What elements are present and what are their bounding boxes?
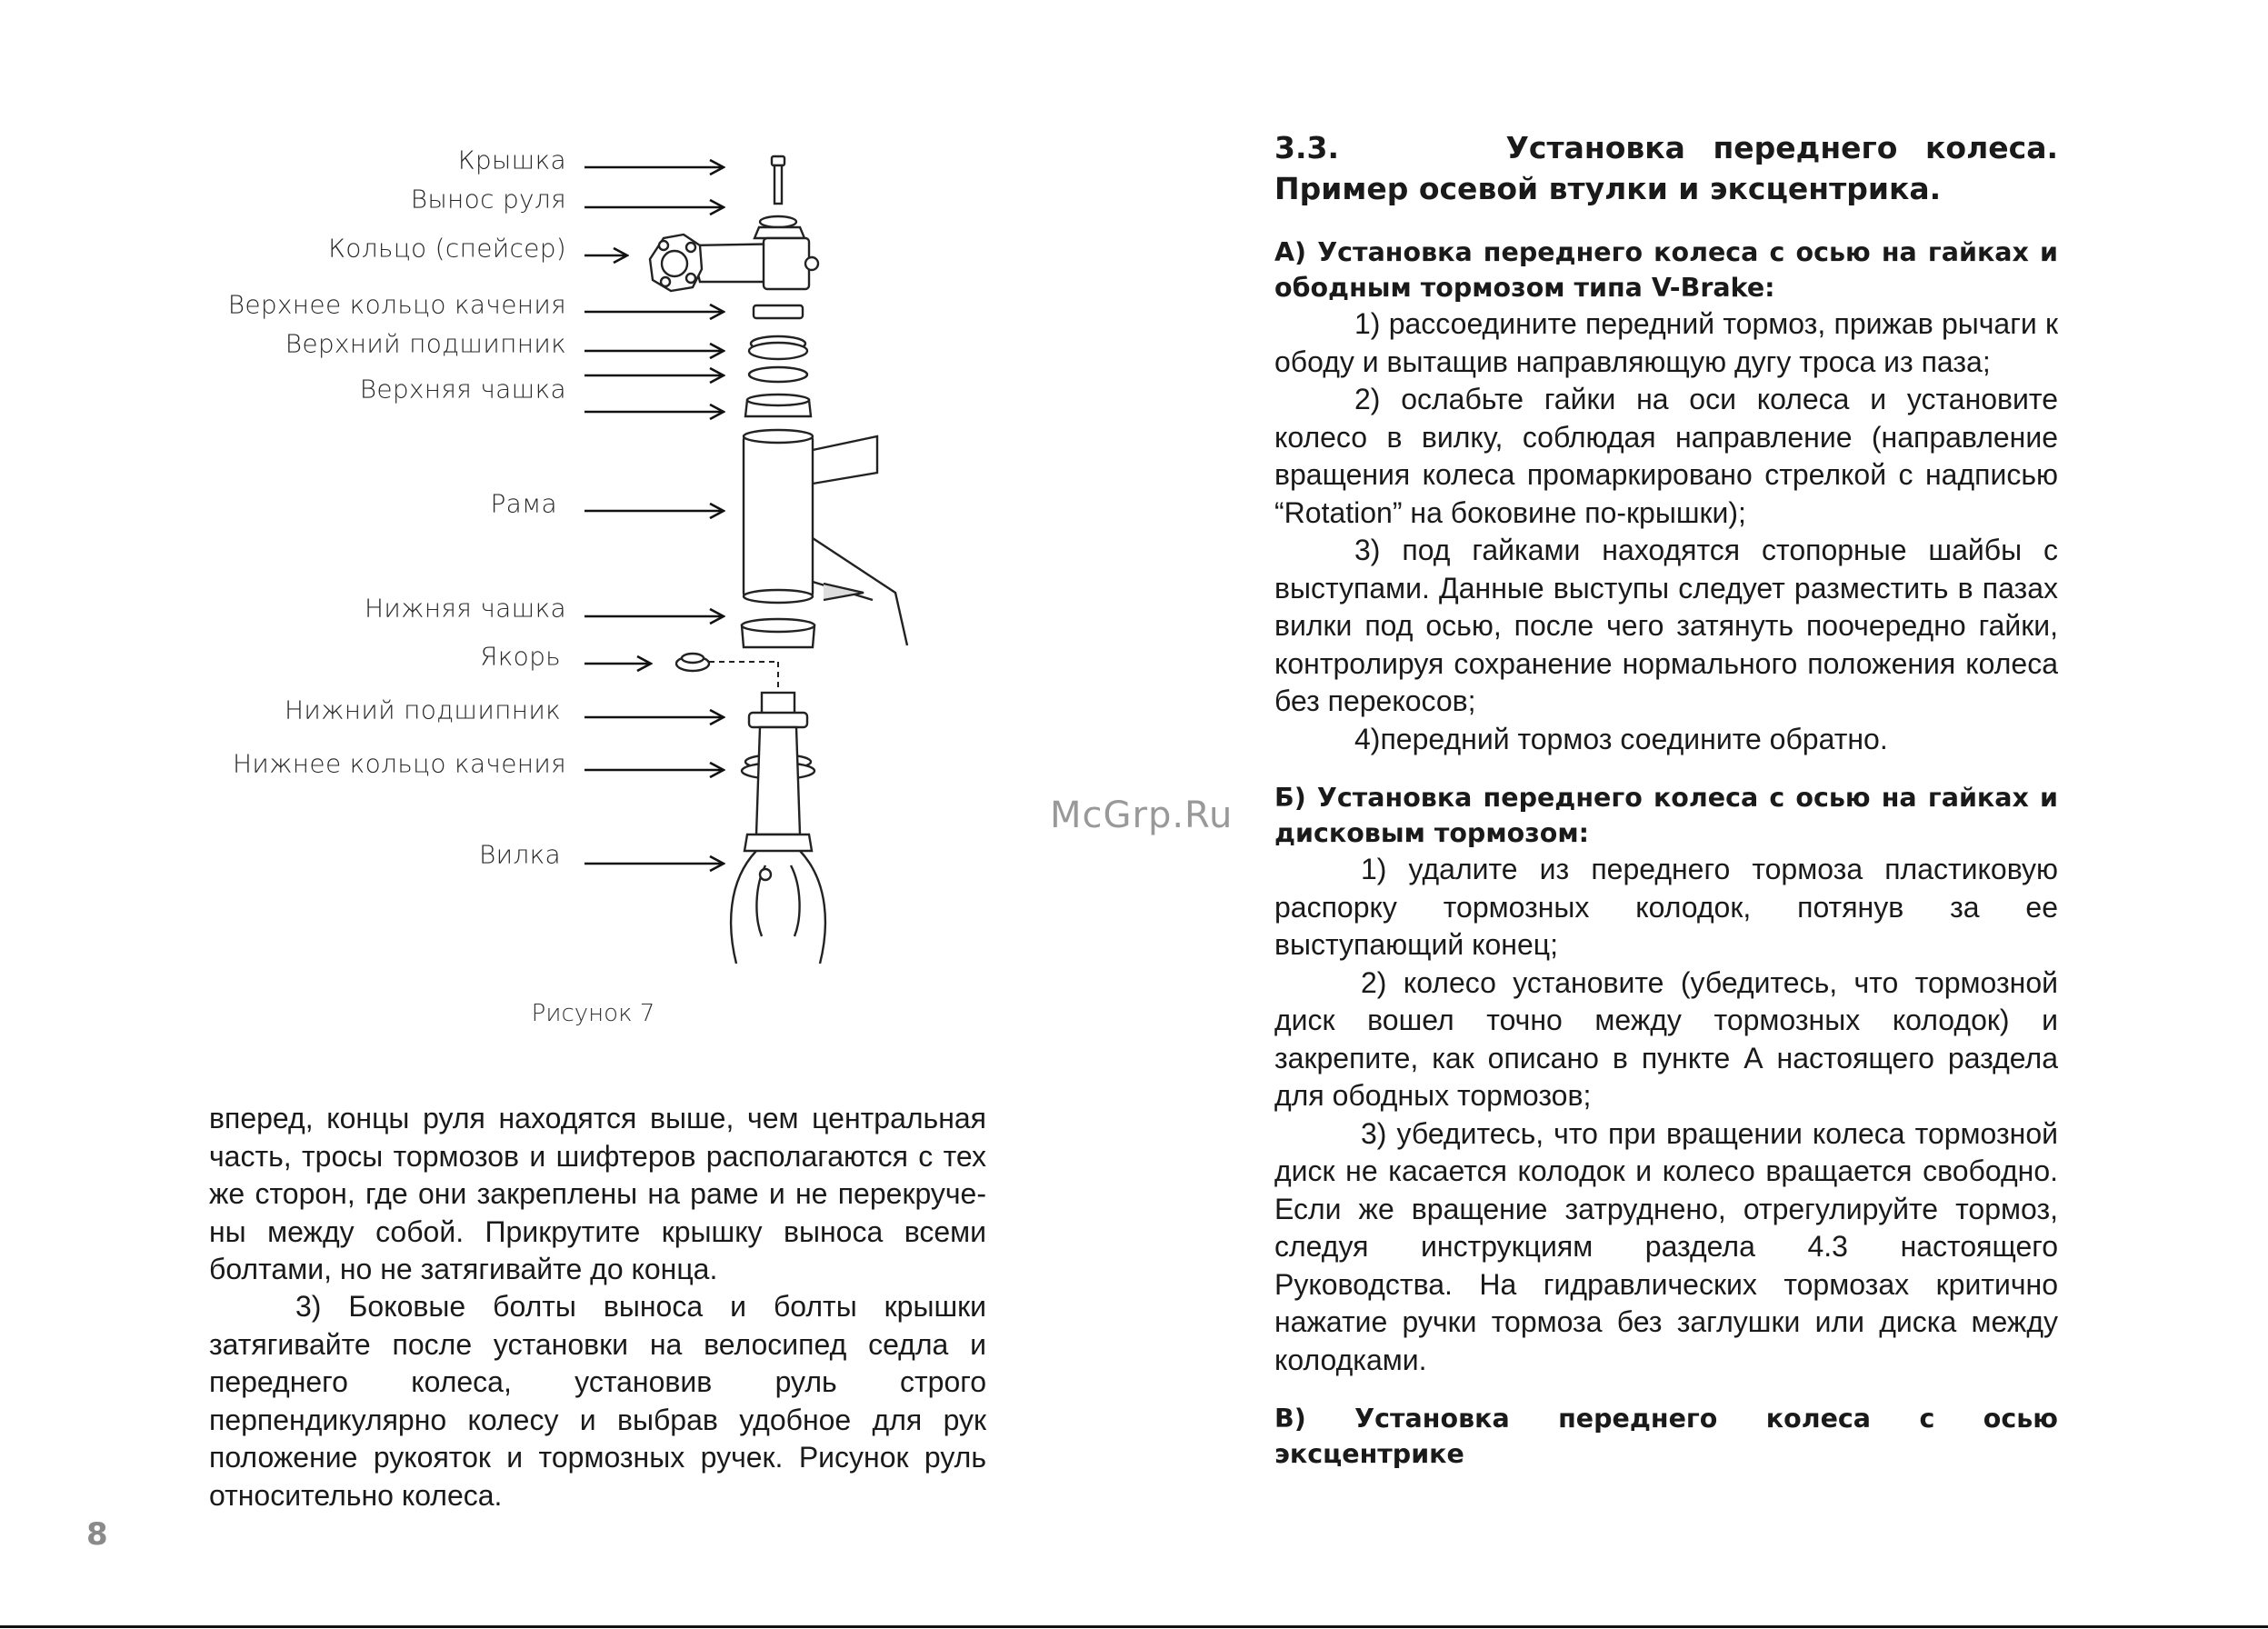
section-b-item-2: 2) колесо установите (убедитесь, что тормозной диск вошел точно между тормозных колодок) и закрепите, как описано в пункте А настоящего раздела для ободных тормозов;	[1274, 965, 2058, 1112]
left-line-5: болтами, но не затягивайте до конца.	[209, 1253, 718, 1285]
left-line-2: часть, тросы тормозов и шифтеров располагаются с тех	[209, 1139, 986, 1173]
right-column	[1274, 127, 2069, 1472]
label-frame: Рама	[490, 488, 557, 519]
label-upper-cup: Верхняя чашка	[359, 374, 566, 405]
left-line-3: же сторон, где они закреплены на раме и не перекруче-	[209, 1177, 986, 1210]
section-a-item-1: 1) рассоедините передний тормоз, прижав рычаги к ободу и вытащив направляющую дугу троса из паза;	[1274, 307, 2058, 378]
label-upper-race: Верхнее кольцо качения	[227, 289, 566, 320]
bottom-rule	[0, 1625, 2268, 1628]
section-b-title: Б) Установка переднего колеса с осью на гайках и дисковым тормозом:	[1274, 783, 2058, 848]
section-c-title: В) Установка переднего колеса с осью эксцентрике	[1274, 1404, 2058, 1469]
label-cap: Крышка	[457, 145, 566, 175]
left-line-1: вперед, концы руля находятся выше, чем центральная	[209, 1102, 986, 1134]
label-upper-bearing: Верхний подшипник	[285, 328, 566, 359]
label-lower-cup: Нижняя чашка	[364, 593, 566, 624]
label-stem: Вынос руля	[410, 184, 566, 215]
label-anchor: Якорь	[480, 641, 561, 672]
label-fork: Вилка	[479, 839, 561, 870]
page-number: 8	[86, 1516, 108, 1553]
left-line-4: ны между собой. Прикрутите крышку выноса всеми	[209, 1214, 986, 1248]
watermark: McGrp.Ru	[1050, 795, 1234, 836]
label-spacer-ring: Кольцо (спейсер)	[328, 233, 566, 264]
label-lower-race: Нижнее кольцо качения	[232, 748, 566, 779]
section-a-item-2: 2) ослабьте гайки на оси колеса и установите колесо в вилку, соблюдая направление (направление вращения колеса промаркировано стрелкой с надписью “Rotation” на боковине по-крышки);	[1274, 383, 2058, 529]
left-paragraph-2: 3) Боковые болты выноса и болты крышки затягивайте после установки на велосипед седла и переднего колеса, установив руль строго перпендикулярно колесу и выбрав удобное для рук положение рукояток и тормозных ручек. Рисунок руль относительно колеса.	[209, 1290, 986, 1512]
section-b-item-3: 3) убедитесь, что при вращении колеса тормозной диск не касается колодок и колесо вращается свободно. Если же вращение затруднено, отрегулируйте тормоз, следуя инструкциям раздела 4.3 настоящего Руководства. На гидравлических тормозах критично нажатие ручки тормоза без заглушки или диска между колодками.	[1274, 1116, 2058, 1376]
label-lower-bearing: Нижний подшипник	[284, 695, 561, 725]
section-b-item-1: 1) удалите из переднего тормоза пластиковую распорку тормозных колодок, потянув за ее выступающий конец;	[1274, 853, 2058, 961]
left-paragraph-1	[209, 1100, 986, 1289]
section-a-title: А) Установка переднего колеса с осью на гайках и ободным тормозом типа V-Brake:	[1274, 237, 2058, 303]
headset-parts	[650, 156, 907, 964]
section-a-item-4: 4)передний тормоз соедините обратно.	[1354, 722, 1888, 755]
figure-caption: Рисунок 7	[531, 1000, 655, 1027]
section-a-item-3: 3) под гайками находятся стопорные шайбы с выступами. Данные выступы следует разместить в пазах вилки под осью, после чего затянуть поочередно гайки, контролируя сохранение нормального положения колеса без перекосов;	[1274, 534, 2058, 717]
section-heading: 3.3. Установка переднего колеса. Пример осевой втулки и эксцентрика.	[1274, 130, 2069, 206]
